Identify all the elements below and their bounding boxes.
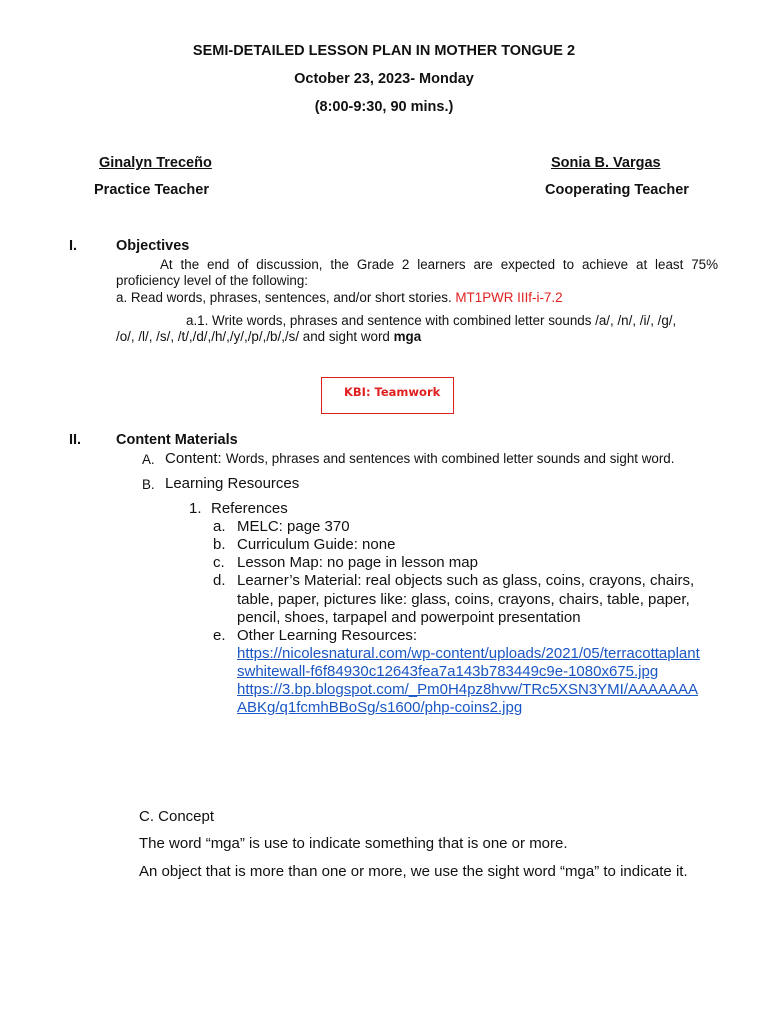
objective-item-a xyxy=(116,290,563,305)
learning-resources-label: Learning Resources xyxy=(165,475,300,492)
objective-item-a1-line-1: a.1. Write words, phrases and sentence with combined letter sounds /a/, /n/, /i/, /g/, xyxy=(186,313,677,328)
practice-teacher-role: Practice Teacher xyxy=(94,182,209,198)
concept-heading: C. Concept xyxy=(139,808,215,825)
objective-item-a1-text: /o/, /l/, /s/, /t/,/d/,/h/,/y/,/p/,/b/,/s/ and sight word xyxy=(116,329,394,344)
ref-d-line-2: table, paper, pictures like: glass, coins, crayons, chairs, table, paper, xyxy=(237,591,690,608)
kbi-box xyxy=(321,377,454,414)
competency-code: MT1PWR IIIf-i-7.2 xyxy=(455,290,563,305)
content-text: Words, phrases and sentences with combined letter sounds and sight word. xyxy=(225,451,675,466)
item-b-marker: B. xyxy=(142,477,155,492)
content-line xyxy=(165,450,674,468)
ref-b: Curriculum Guide: none xyxy=(237,536,396,553)
ref-d-line-3: pencil, shoes, tarpapel and powerpoint presentation xyxy=(237,609,581,626)
ref-d-line-1: Learner’s Material: real objects such as glass, coins, crayons, chairs, xyxy=(237,572,695,589)
objectives-intro-line-1: At the end of discussion, the Grade 2 learners are expected to achieve at least 75% xyxy=(160,257,718,272)
content-label: Content: xyxy=(165,450,226,467)
resource-link-2-line-1[interactable]: https://3.bp.blogspot.com/_Pm0H4pz8hvw/TRc5XSN3YMI/AAAAAAA xyxy=(237,681,699,698)
objectives-intro-line-2: proficiency level of the following: xyxy=(116,273,309,288)
section-numeral-2: II. xyxy=(69,432,82,448)
objective-item-a-text: a. Read words, phrases, sentences, and/or short stories. xyxy=(116,290,456,305)
ref-marker-b: b. xyxy=(213,536,226,553)
cooperating-teacher-role: Cooperating Teacher xyxy=(545,182,689,198)
kbi-label: KBI: Teamwork xyxy=(344,385,441,399)
ref-marker-e: e. xyxy=(213,627,226,644)
item-a-marker: A. xyxy=(142,452,155,467)
lesson-time: (8:00-9:30, 90 mins.) xyxy=(314,99,454,115)
ref-a: MELC: page 370 xyxy=(237,518,350,535)
cooperating-teacher-name: Sonia B. Vargas xyxy=(551,155,661,171)
ref-marker-c: c. xyxy=(213,554,225,571)
ref-marker-d: d. xyxy=(213,572,226,589)
resource-link-2-line-2[interactable]: ABKg/q1fcmhBBoSg/s1600/php-coins2.jpg xyxy=(237,699,523,716)
lesson-date: October 23, 2023- Monday xyxy=(294,71,474,87)
resource-link-1-line-2[interactable]: swhitewall-f6f84930c12643fea7a143b783449c9e-1080x675.jpg xyxy=(237,663,659,680)
sight-word: mga xyxy=(393,329,422,344)
concept-line-2: An object that is more than one or more, we use the sight word “mga” to indicate it. xyxy=(139,863,688,880)
ref-c: Lesson Map: no page in lesson map xyxy=(237,554,478,571)
section-numeral-1: I. xyxy=(69,238,78,254)
document-title: SEMI-DETAILED LESSON PLAN IN MOTHER TONGUE 2 xyxy=(192,43,576,59)
objectives-heading: Objectives xyxy=(116,238,190,254)
objective-item-a1-line-2 xyxy=(116,329,421,344)
references-marker: 1. xyxy=(189,500,202,517)
ref-e: Other Learning Resources: xyxy=(237,627,418,644)
practice-teacher-name: Ginalyn Treceño xyxy=(99,155,212,171)
ref-marker-a: a. xyxy=(213,518,226,535)
references-label: References xyxy=(211,500,288,517)
content-materials-heading: Content Materials xyxy=(116,432,238,448)
resource-link-1-line-1[interactable]: https://nicolesnatural.com/wp-content/uploads/2021/05/terracottaplant xyxy=(237,645,700,662)
concept-line-1: The word “mga” is use to indicate something that is one or more. xyxy=(139,835,568,852)
